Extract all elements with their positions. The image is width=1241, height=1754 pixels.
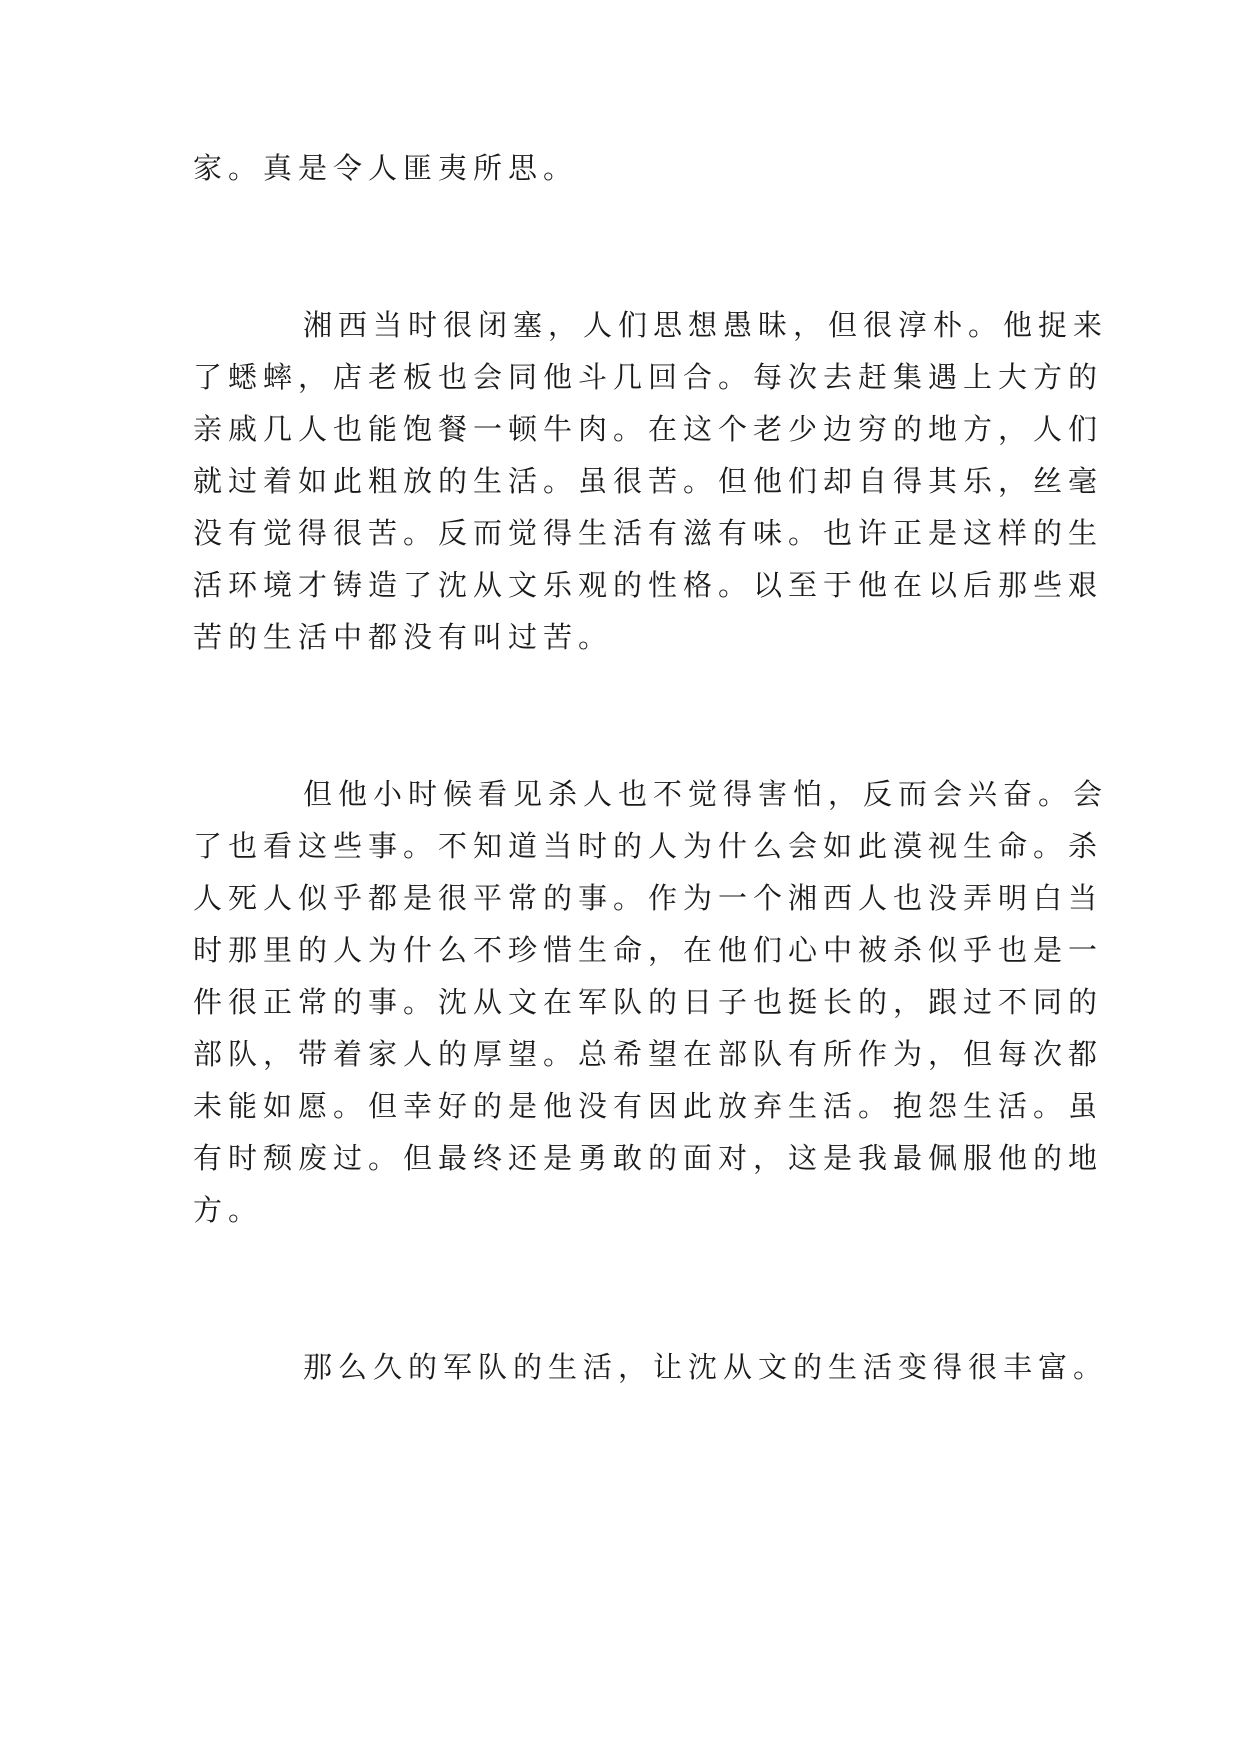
paragraph-line: 家。真是令人匪夷所思。 (193, 151, 579, 185)
paragraph-line: 那么久的军队的生活，让沈从文的生活变得很丰富。 (303, 1350, 1109, 1384)
paragraph-line: 活环境才铸造了沈从文乐观的性格。以至于他在以后那些艰 (193, 568, 1104, 602)
paragraph-line: 没有觉得很苦。反而觉得生活有滋有味。也许正是这样的生 (193, 516, 1104, 550)
paragraph-line: 时那里的人为什么不珍惜生命，在他们心中被杀似乎也是一 (193, 933, 1104, 967)
paragraph-line: 未能如愿。但幸好的是他没有因此放弃生活。抱怨生活。虽 (193, 1089, 1104, 1123)
paragraph-line: 了蟋蟀，店老板也会同他斗几回合。每次去赶集遇上大方的 (193, 360, 1104, 394)
paragraph-line: 部队，带着家人的厚望。总希望在部队有所作为，但每次都 (193, 1037, 1104, 1071)
paragraph-line: 人死人似乎都是很平常的事。作为一个湘西人也没弄明白当 (193, 881, 1104, 915)
paragraph-line: 亲戚几人也能饱餐一顿牛肉。在这个老少边穷的地方，人们 (193, 412, 1104, 446)
paragraph-line: 件很正常的事。沈从文在军队的日子也挺长的，跟过不同的 (193, 985, 1104, 1019)
paragraph-line: 但他小时候看见杀人也不觉得害怕，反而会兴奋。会 (303, 777, 1109, 811)
paragraph-line: 方。 (193, 1193, 264, 1227)
paragraph-line: 就过着如此粗放的生活。虽很苦。但他们却自得其乐，丝毫 (193, 464, 1104, 498)
paragraph-line: 了也看这些事。不知道当时的人为什么会如此漠视生命。杀 (193, 829, 1104, 863)
paragraph-line: 苦的生活中都没有叫过苦。 (193, 620, 614, 654)
paragraph-line: 有时颓废过。但最终还是勇敢的面对，这是我最佩服他的地 (193, 1141, 1104, 1175)
paragraph-line: 湘西当时很闭塞，人们思想愚昧，但很淳朴。他捉来 (303, 308, 1109, 342)
